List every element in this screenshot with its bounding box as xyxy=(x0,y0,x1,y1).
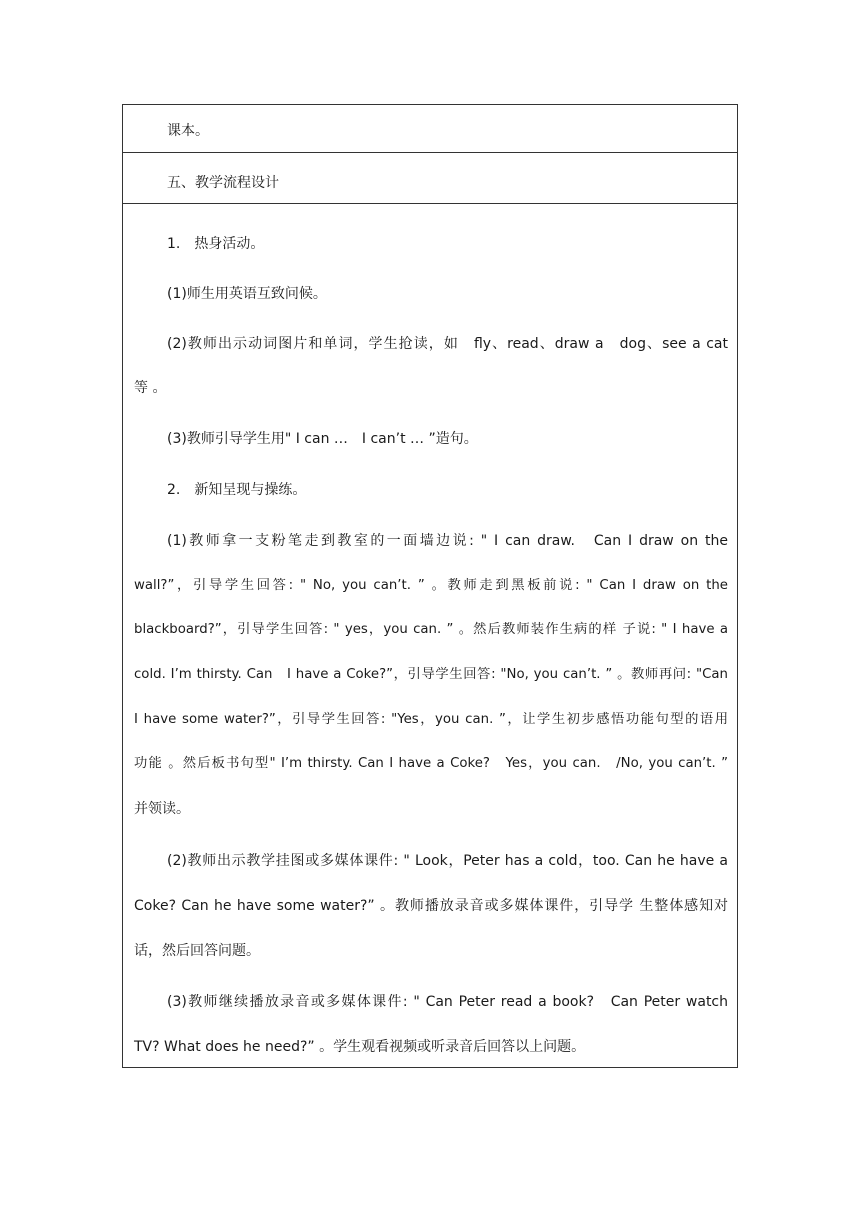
teaching-process-cell xyxy=(123,203,737,1067)
row-text: 课本。 xyxy=(167,123,209,139)
table-row xyxy=(123,152,737,204)
paragraph-line: I have some water?”，引导学生回答: "Yes，you can. ”，让学生初步感悟功能句型的语用 xyxy=(134,712,728,727)
paragraph-line: (2)教师出示教学挂图或多媒体课件: " Look，Peter has a cold，too. Can he have a xyxy=(167,853,728,869)
paragraph-line: (3)教师继续播放录音或多媒体课件: " Can Peter read a book? Can Peter watch xyxy=(167,994,728,1010)
paragraph-line: blackboard?”，引导学生回答: " yes，you can. ” 。然后教师装作生病的样 子说: " I have a xyxy=(134,622,728,637)
step-heading: 1. 热身活动。 xyxy=(167,236,265,252)
step-heading: 2. 新知呈现与操练。 xyxy=(167,482,307,498)
paragraph-line: (1)教师拿一支粉笔走到教室的一面墙边说: " I can draw. Can I draw on the xyxy=(167,533,728,549)
paragraph-line: (1)师生用英语互致问候。 xyxy=(167,286,327,302)
paragraph-line: (3)教师引导学生用" I can … I can’t … ”造句。 xyxy=(167,431,478,447)
paragraph-line: 等 。 xyxy=(134,380,167,396)
paragraph-line: 话，然后回答问题。 xyxy=(134,943,260,959)
paragraph-line: TV? What does he need?” 。学生观看视频或听录音后回答以上问题。 xyxy=(134,1039,586,1055)
paragraph-line: wall?”，引导学生回答: " No, you can’t. ” 。教师走到黑板前说: " Can I draw on the xyxy=(134,578,728,593)
paragraph-line: 并领读。 xyxy=(134,801,190,817)
paragraph-line: Coke? Can he have some water?” 。教师播放录音或多媒体课件，引导学 生整体感知对 xyxy=(134,898,728,914)
paragraph-line: 功能 。然后板书句型" I’m thirsty. Can I have a Coke? Yes，you can. /No, you can’t. ” xyxy=(134,756,728,771)
paragraph-line: cold. I’m thirsty. Can I have a Coke?”，引导学生回答: "No, you can’t. ” 。教师再问: "Can xyxy=(134,667,728,682)
paragraph-line: (2)教师出示动词图片和单词，学生抢读，如 fly、read、draw a dog、see a cat xyxy=(167,336,728,352)
table-row xyxy=(123,105,737,153)
section-heading: 五、教学流程设计 xyxy=(167,175,279,191)
lesson-plan-table xyxy=(122,104,738,1068)
